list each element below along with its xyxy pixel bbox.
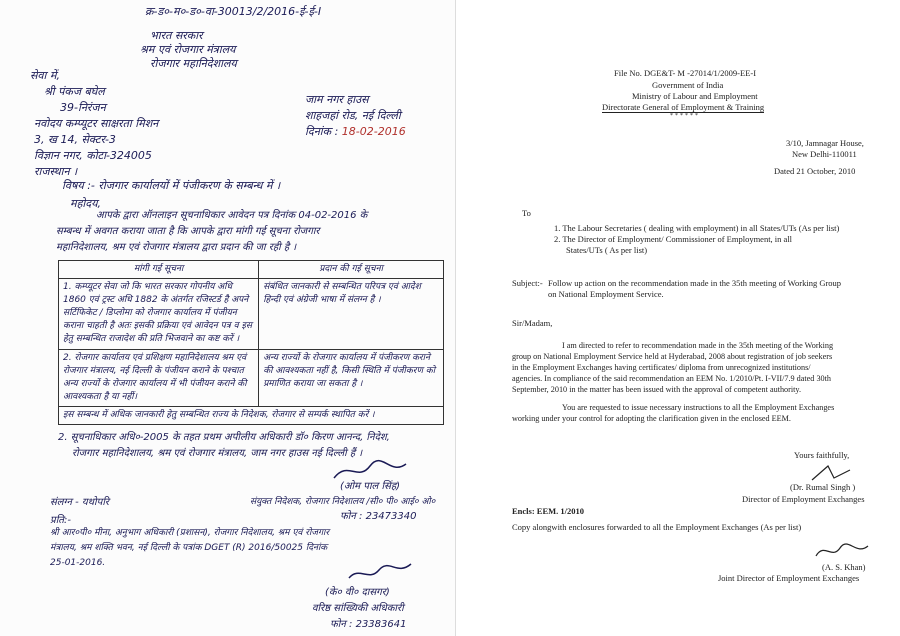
english-second-signer: (A. S. Khan)	[822, 562, 866, 572]
hindi-second-phone: फोन : 23383641	[330, 619, 407, 630]
date-label: दिनांक :	[305, 125, 339, 138]
english-address	[786, 138, 864, 160]
addr-line: राजस्थान ।	[34, 165, 78, 178]
to-item: 1. The Labour Secretaries ( dealing with employment) in all States/UTs (As per list)	[554, 223, 840, 233]
point2-line: 2. सूचनाधिकार अधि०-2005 के तहत प्रथम अपीलीय अधिकारी डॉ० किरण आनन्द, निदेश,	[58, 432, 390, 443]
addr-line: श्री पंकज बघेल	[44, 85, 105, 98]
addr-line: सेवा में,	[30, 69, 60, 82]
english-closing: Yours faithfully,	[794, 450, 850, 460]
english-para1	[512, 340, 872, 395]
english-to-block	[554, 223, 839, 256]
table-row	[59, 279, 444, 350]
english-enclosures: Encls: EEM. 1/2010	[512, 506, 585, 516]
para-line: आपके द्वारा ऑनलाइन सूचनाधिकार आवेदन पत्र दिनांक 04-02-2016 के	[96, 210, 368, 221]
hindi-signer-name: (ओम पाल सिंह)	[340, 481, 401, 492]
hindi-second-signer: (के० वी० दासगर)	[325, 587, 390, 598]
hindi-office-address	[305, 92, 406, 140]
table-cell-asked: 2. रोजगार कार्यालय एवं प्रशिक्षण महानिदेशालय श्रम एवं रोजगार मंत्रालय, नई दिल्ली के पंजीयन कराने के पश्चात अन्य राज्यों के रोजगार कार्यालय में भी पंजीयन कराने की आवश्यकता है या नहीं।	[59, 350, 259, 407]
addr-line: नवोदय कम्प्यूटर साक्षरता मिशन	[34, 117, 159, 130]
english-to-label: To	[522, 208, 531, 218]
hindi-address-block	[30, 68, 158, 180]
para-line: group on National Employment Service held at Hyderabad, 2008 about registration of job seekers	[512, 352, 833, 361]
copy-line: मंत्रालय, श्रम शक्ति भवन, नई दिल्ली के पत्रांक DGET (R) 2016/50025 दिनांक	[50, 543, 328, 553]
english-subject-label: Subject:-	[512, 278, 543, 288]
english-salutation: Sir/Madam,	[512, 318, 553, 328]
address-line: New Delhi-110011	[792, 149, 857, 159]
english-signature-1-mark	[808, 462, 854, 484]
english-signer-designation: Director of Employment Exchanges	[742, 494, 865, 504]
table-cell-asked: 1. कम्प्यूटर सेवा जो कि भारत सरकार गोपनीय अधि 1860 एवं ट्रस्ट अधि 1882 के अंतर्गत रजिस्टर्ड है अपने सर्टिफिकेट / डिप्लोमा को रोजगार कार्यालय में पंजीयन कराना चाहती है अतः इसकी प्रक्रिया एवं आवेदन पत्र व इस हेतु सम्बन्धित राजादेश की प्रति भिजवाने का कष्ट करें ।	[59, 279, 259, 350]
copy-line: श्री आर०पी० मीना, अनुभाग अधिकारी (प्रशासन), रोजगार निदेशालय, श्रम एवं रोजगार	[50, 528, 330, 538]
hindi-second-designation: वरिष्ठ सांख्यिकी अधिकारी	[312, 603, 404, 614]
hindi-salutation: महोदय,	[70, 197, 101, 210]
hindi-gov-line1: भारत सरकार	[150, 29, 203, 42]
date-value: 18-02-2016	[341, 125, 406, 138]
addr-line: 3, ख 14, सेक्टर-3	[34, 133, 116, 146]
subject-line: Follow up action on the recommendation made in the 35th meeting of Working Group	[548, 278, 842, 288]
table-header-given: प्रदान की गई सूचना	[259, 261, 444, 279]
english-gov: Government of India	[652, 80, 724, 90]
para-line: in the Employment Exchanges having certificates/ diploma from unrecognized institutions/	[512, 363, 811, 372]
english-copy-line: Copy alongwith enclosures forwarded to all the Employment Exchanges (As per list)	[512, 522, 802, 532]
point2-line: रोजगार महानिदेशालय, श्रम एवं रोजगार मंत्रालय, जाम नगर हाउस नई दिल्ली हैं ।	[72, 448, 363, 459]
hindi-subject: विषय :- रोजगार कार्यालयों में पंजीकरण के सम्बन्ध में ।	[62, 179, 281, 192]
office-line: शाहजहां रोड, नई दिल्ली	[305, 109, 401, 122]
table-cell-given: अन्य राज्यों के रोजगार कार्यालय में पंजीकरण कराने की आवश्यकता नहीं है, किसी स्थिति में पंजीकरण को प्रमाणित कराया जा सकता है ।	[259, 350, 444, 407]
para-line: working under your control for adopting the clarification given in the enclosed EEM.	[512, 414, 791, 423]
addr-line: विज्ञान नगर, कोटा-324005	[34, 149, 152, 162]
hindi-enclosure: संलग्न - यथोपरि	[50, 497, 110, 508]
addr-line: 39-निरंजन	[60, 101, 106, 114]
hindi-file-number: क्र-ड०-म०-ड०-वा-30013/2/2016-ई-ई-I	[145, 5, 322, 18]
hindi-para1	[56, 208, 367, 256]
para-line: agencies. In compliance of the said recommendation an EEM No. 1/2010/Pt. I-VII/7.9 dated 30th	[512, 374, 831, 383]
to-item: 2. The Director of Employment/ Commissioner of Employment, in all	[554, 234, 793, 244]
para-line: You are requested to issue necessary instructions to all the Employment Exchanges	[562, 403, 835, 412]
hindi-signer-designation: संयुक्त निदेशक, रोजगार निदेशालय /सी० पी० आई० ओ०	[250, 497, 436, 507]
para-line: I am directed to refer to recommendation made in the 35th meeting of the Working	[562, 341, 834, 350]
hindi-signature-2-mark	[345, 560, 415, 584]
english-stars: ******	[670, 113, 700, 119]
para-line: महानिदेशालय, श्रम एवं रोजगार मंत्रालय द्वारा प्रदान की जा रही है ।	[56, 242, 297, 253]
table-footer: इस सम्बन्ध में अधिक जानकारी हेतु सम्बन्धित राज्य के निदेशक, रोजगार से सम्पर्क स्थापित करें ।	[59, 407, 444, 425]
table-row	[59, 350, 444, 407]
english-signature-2-mark	[812, 540, 872, 562]
hindi-info-table	[58, 260, 444, 425]
hindi-copy-lines	[50, 526, 329, 571]
to-item: States/UTs ( As per list)	[566, 245, 648, 255]
english-ministry: Ministry of Labour and Employment	[632, 91, 758, 101]
english-subject	[548, 278, 841, 300]
english-para2	[512, 402, 872, 424]
copy-line: 25-01-2016.	[50, 558, 106, 568]
table-cell-given: संबंधित जानकारी से सम्बन्धित परिपत्र एवं आदेश हिन्दी एवं अंग्रेजी भाषा में संलग्न है ।	[259, 279, 444, 350]
para-line: सम्बन्ध में अवगत कराया जाता है कि आपके द्वारा मांगी गई सूचना रोजगार	[56, 226, 320, 237]
hindi-signer-phone: फोन : 23473340	[340, 511, 417, 522]
english-dated: Dated 21 October, 2010	[774, 166, 856, 176]
address-line: 3/10, Jamnagar House,	[786, 138, 864, 148]
english-letter	[456, 0, 900, 636]
english-signer-name: (Dr. Rumal Singh )	[790, 482, 856, 492]
hindi-copy-label: प्रति:-	[50, 515, 71, 526]
para-line: September, 2010 in the matter has been issued with the approval of competent authority.	[512, 385, 802, 394]
table-header-asked: मांगी गई सूचना	[59, 261, 259, 279]
hindi-gov-line2: श्रम एवं रोजगार मंत्रालय	[140, 43, 236, 56]
english-second-designation: Joint Director of Employment Exchanges	[718, 573, 860, 583]
hindi-gov-line3: रोजगार महानिदेशालय	[150, 57, 237, 70]
subject-line: on National Employment Service.	[548, 289, 664, 299]
english-directorate: Directorate General of Employment & Training	[602, 102, 765, 112]
office-line: जाम नगर हाउस	[305, 93, 369, 106]
english-file-number: File No. DGE&T- M -27014/1/2009-EE-I	[614, 68, 757, 78]
